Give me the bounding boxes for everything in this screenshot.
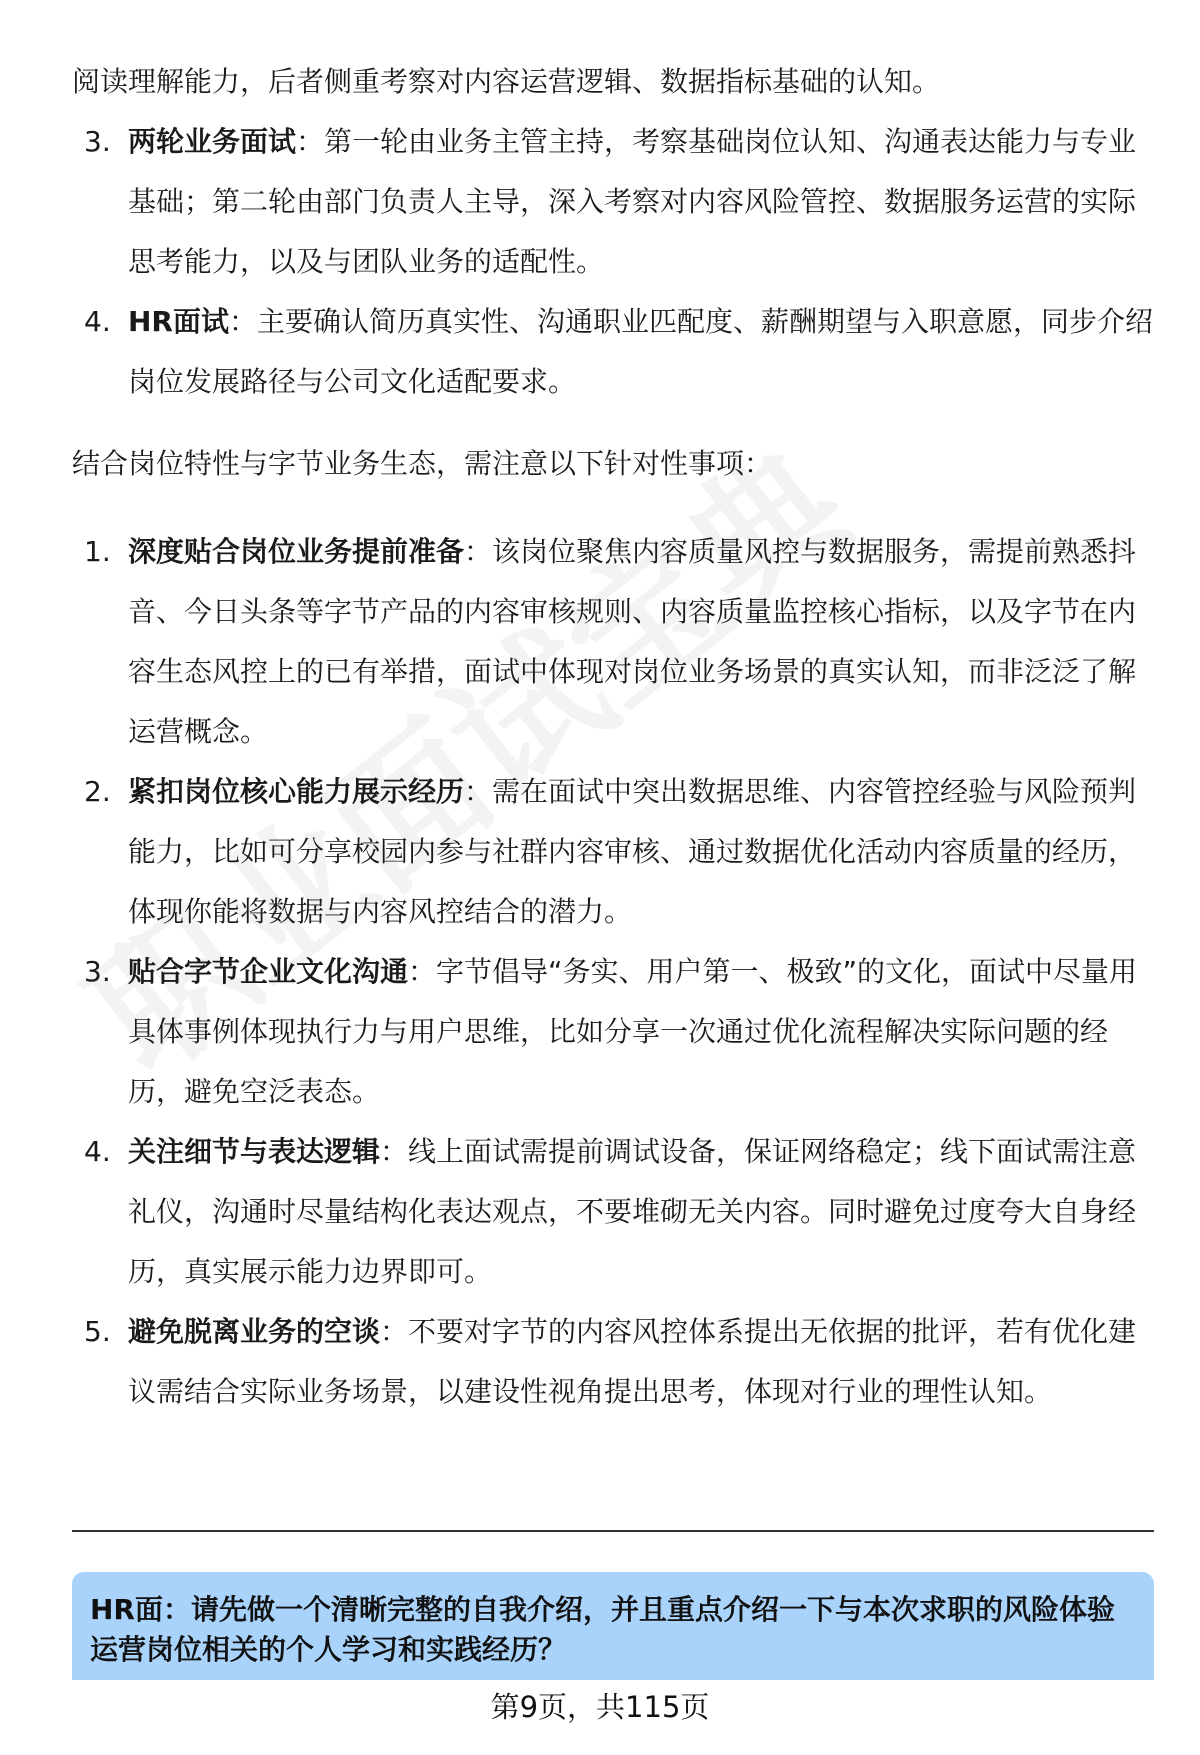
page-footer: 第9页，共115页: [490, 1690, 710, 1724]
item-text: ：第一轮由业务主管主持，考察基础岗位认知、沟通表达能力与专业基础；第二轮由部门负责人主导，深入考察对内容风险管控、数据服务运营的实际思考能力，以及与团队业务的适配性。: [128, 125, 1137, 278]
item-text: ：字节倡导“务实、用户第一、极致”的文化，面试中尽量用具体事例体现执行力与用户思维，比如分享一次通过优化流程解决实际问题的经历，避免空泛表态。: [128, 955, 1138, 1108]
item-term: 避免脱离业务的空谈: [128, 1315, 381, 1348]
continuation-paragraph: 阅读理解能力，后者侧重考察对内容运营逻辑、数据指标基础的认知。: [72, 65, 941, 98]
item-term: 两轮业务面试: [128, 125, 297, 158]
item-number: 2.: [84, 775, 111, 808]
list-item: [72, 1302, 1154, 1422]
intro-paragraph: 结合岗位特性与字节业务生态，需注意以下针对性事项：: [72, 447, 773, 480]
list-item: [72, 522, 1154, 762]
item-number: 1.: [84, 535, 111, 568]
item-number: 5.: [84, 1315, 111, 1348]
list-item: [72, 762, 1154, 942]
item-number: 4.: [84, 305, 111, 338]
document-body: [72, 52, 1154, 1422]
item-number: 3.: [84, 125, 111, 158]
hr-question-text: HR面：请先做一个清晰完整的自我介绍，并且重点介绍一下与本次求职的风险体验运营岗位相关的个人学习和实践经历？: [90, 1593, 1115, 1666]
item-term: 关注细节与表达逻辑: [128, 1135, 381, 1168]
item-term: 深度贴合岗位业务提前准备: [128, 535, 465, 568]
list-item: [72, 1122, 1154, 1302]
item-text: ：需在面试中突出数据思维、内容管控经验与风险预判能力，比如可分享校园内参与社群内容审核、通过数据优化活动内容质量的经历，体现你能将数据与内容风控结合的潜力。: [128, 775, 1137, 928]
list-item: [72, 942, 1154, 1122]
item-text: ：主要确认简历真实性、沟通职业匹配度、薪酬期望与入职意愿，同步介绍岗位发展路径与公司文化适配要求。: [128, 305, 1154, 398]
item-term: HR面试: [128, 305, 229, 338]
item-number: 3.: [84, 955, 111, 988]
interview-process-list: [72, 112, 1154, 412]
item-number: 4.: [84, 1135, 111, 1168]
item-term: 紧扣岗位核心能力展示经历: [128, 775, 465, 808]
hr-question-box: [72, 1572, 1154, 1680]
item-text: ：不要对字节的内容风控体系提出无依据的批评，若有优化建议需结合实际业务场景，以建设性视角提出思考，体现对行业的理性认知。: [128, 1315, 1137, 1408]
list-item: [72, 292, 1154, 412]
item-text: ：该岗位聚焦内容质量风控与数据服务，需提前熟悉抖音、今日头条等字节产品的内容审核规则、内容质量监控核心指标，以及字节在内容生态风控上的已有举措，面试中体现对岗位业务场景的真实认知，而非泛泛了解运营概念。: [128, 535, 1137, 748]
item-text: ：线上面试需提前调试设备，保证网络稳定；线下面试需注意礼仪，沟通时尽量结构化表达观点，不要堆砌无关内容。同时避免过度夸大自身经历，真实展示能力边界即可。: [128, 1135, 1137, 1288]
tips-list: [72, 522, 1154, 1422]
item-term: 贴合字节企业文化沟通: [128, 955, 409, 988]
section-divider: [72, 1530, 1154, 1532]
list-item: [72, 112, 1154, 292]
